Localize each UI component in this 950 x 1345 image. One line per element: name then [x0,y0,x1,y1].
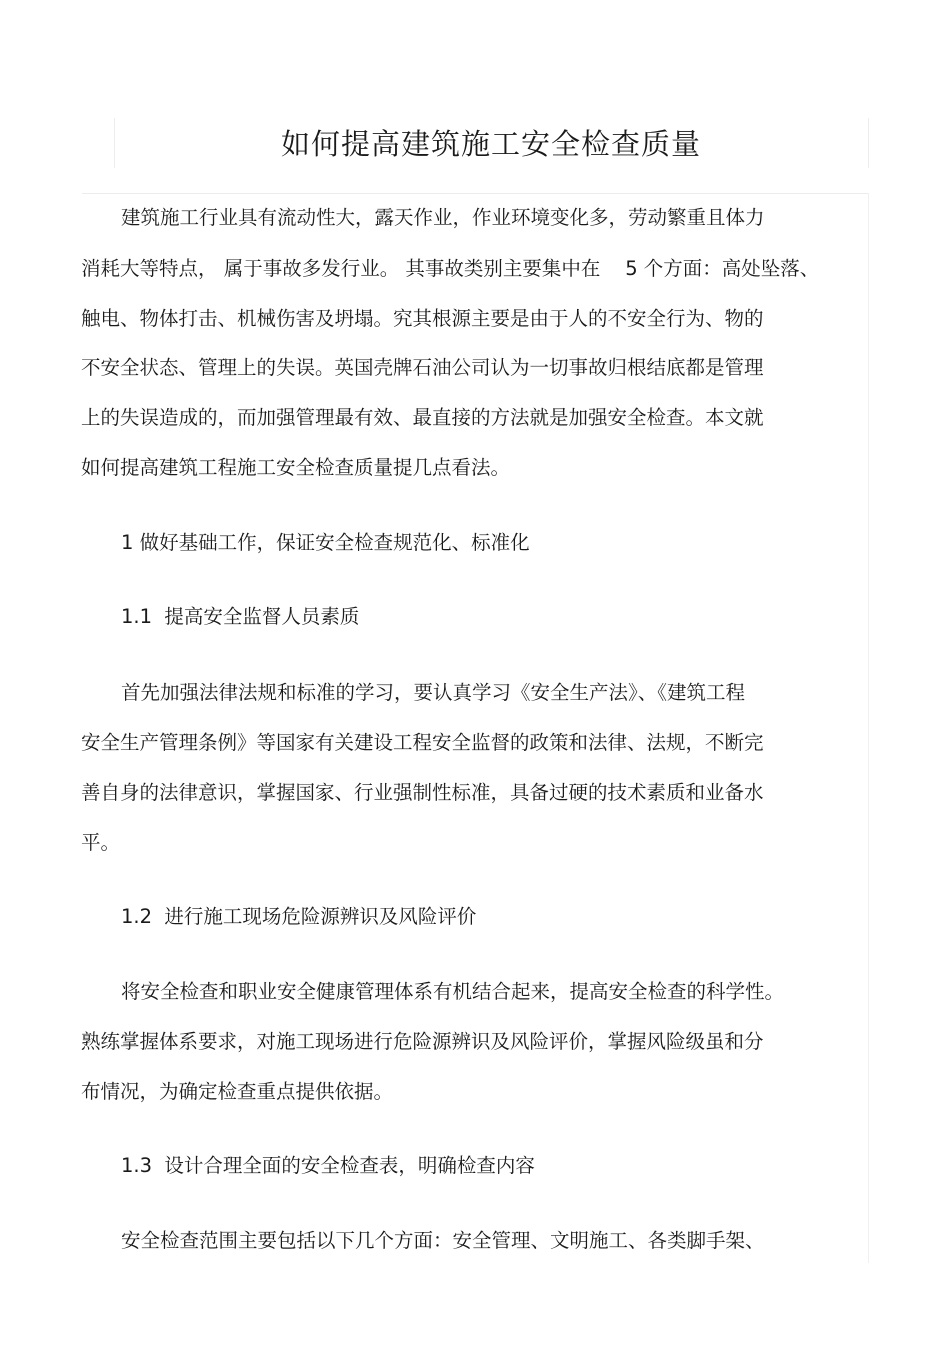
section-heading: 1 做好基础工作，保证安全检查规范化、标准化 [121,531,530,554]
text-line: 如何提高建筑工程施工安全检查质量提几点看法。 [81,456,511,479]
header-divider [82,193,869,194]
document-title: 如何提高建筑施工安全检查质量 [280,127,701,161]
text-line: 布情况，为确定检查重点提供依据。 [81,1080,394,1103]
text-line: 熟练掌握体系要求，对施工现场进行危险源辨识及风险评价，掌握风险级虽和分 [81,1030,764,1053]
text-line: 消耗大等特点， 属于事故多发行业。 其事故类别主要集中在 5 个方面：高处坠落、 [81,257,820,280]
text-line: 善自身的法律意识，掌握国家、行业强制性标准，具备过硬的技术素质和业备水 [81,781,764,804]
subsection-heading: 1.2 进行施工现场危险源辨识及风险评价 [121,905,477,928]
text-line: 触电、物体打击、机械伤害及坍塌。究其根源主要是由于人的不安全行为、物的 [81,307,764,330]
text-line: 不安全状态、管理上的失误。英国壳牌石油公司认为一切事故归根结底都是管理 [81,356,764,379]
text-line: 安全生产管理条例》等国家有关建设工程安全监督的政策和法律、法规，不断完 [81,731,764,754]
text-line: 首先加强法律法规和标准的学习，要认真学习《安全生产法》、《建筑工程 [121,681,746,704]
subsection-heading: 1.3 设计合理全面的安全检查表，明确检查内容 [121,1154,535,1177]
text-line: 建筑施工行业具有流动性大，露天作业，作业环境变化多，劳动繁重且体力 [121,206,765,229]
subsection-heading: 1.1 提高安全监督人员素质 [121,605,360,628]
text-line: 安全检查范围主要包括以下几个方面：安全管理、文明施工、各类脚手架、 [121,1229,765,1252]
text-line: 上的失误造成的，而加强管理最有效、最直接的方法就是加强安全检查。本文就 [81,406,764,429]
frame-line-right [868,118,869,168]
text-line: 平。 [81,831,121,854]
frame-line-body-right [868,193,869,1263]
text-line: 将安全检查和职业安全健康管理体系有机结合起来，提高安全检查的科学性。 [121,980,785,1003]
